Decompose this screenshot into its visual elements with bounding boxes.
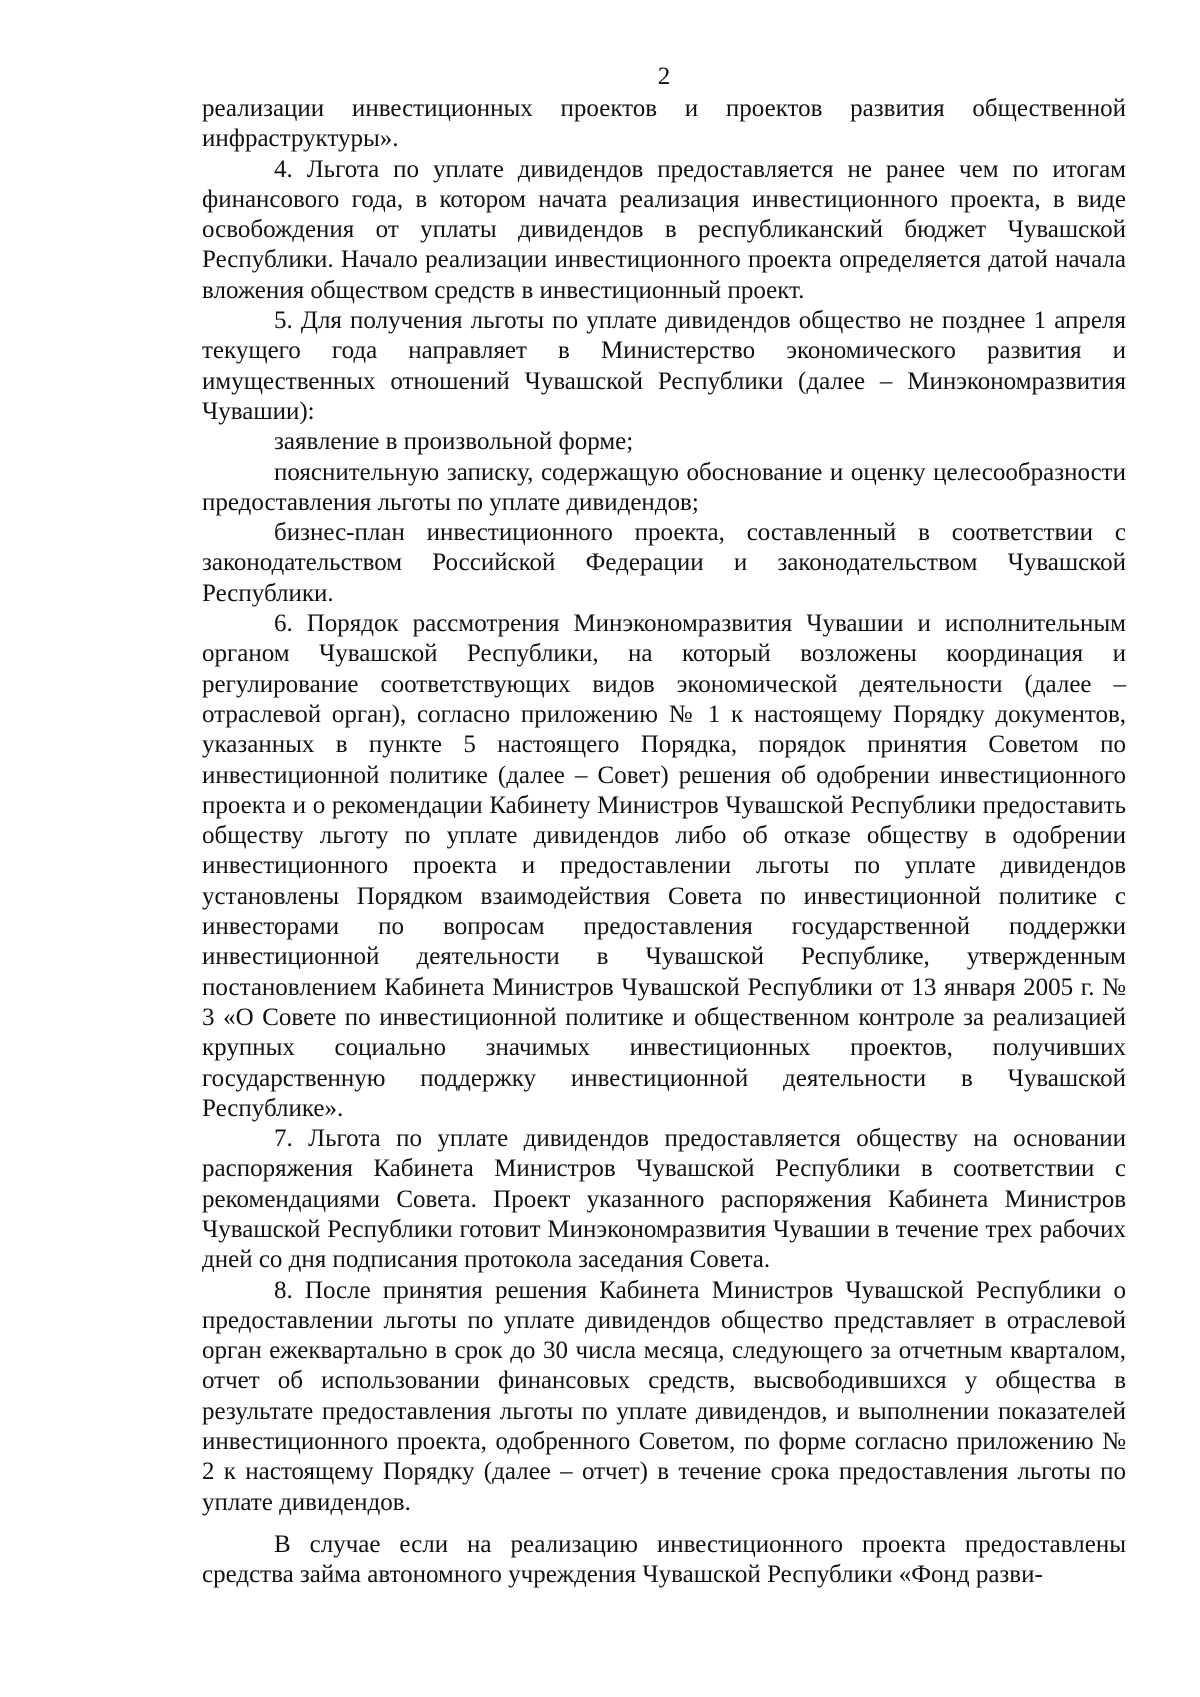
paragraph-item-6: 6. Порядок рассмотрения Минэкономразвития Чувашии и исполнительным органом Чувашской Республики, на который возложены координация и регулирование соответствующих видов экономической деятельности (далее – отраслевой орган), согласно приложению № 1 к настоящему Порядку документов, указанных в пункте 5 настоящего Порядка, порядок принятия Советом по инвестиционной политике (далее – Совет) решения об одобрении инвестиционного проекта и о рекомендации Кабинету Министров Чувашской Республики предоставить обществу льготу по уплате дивидендов либо об отказе обществу в одобрении инвестиционного проекта и предоставлении льготы по уплате дивидендов установлены Порядком взаимодействия Совета по инвестиционной политике с инвесторами по вопросам предоставления государственной поддержки инвестиционной деятельности в Чувашской Республике, утвержденным постановлением Кабинета Министров Чувашской Республики от 13 января 2005 г. № 3 «О Совете по инвестиционной политике и общественном контроле за реализацией крупных социально значимых инвестиционных проектов, получивших государственную поддержку инвестиционной деятельности в Чувашской Республике». [202, 610, 1126, 1122]
document-page [202, 62, 1126, 1591]
paragraph-item-5: 5. Для получения льготы по уплате дивидендов общество не позднее 1 апреля текущего года направляет в Министерство экономического развития и имущественных отношений Чувашской Республики (далее – Минэкономразвития Чувашии): [202, 307, 1126, 425]
paragraph-continuation: реализации инвестиционных проектов и проектов развития общественной инфраструктуры». [202, 95, 1126, 153]
paragraph-list-business-plan: бизнес-план инвестиционного проекта, составленный в соответствии с законодательством Российской Федерации и законодательством Чувашской Республики. [202, 519, 1126, 607]
paragraph-item-4: 4. Льгота по уплате дивидендов предоставляется не ранее чем по итогам финансового года, в котором начата реализация инвестиционного проекта, в виде освобождения от уплаты дивидендов в республиканский бюджет Чувашской Республики. Начало реализации инвестиционного проекта определяется датой начала вложения обществом средств в инвестиционный проект. [202, 155, 1126, 304]
page-number: 2 [657, 63, 671, 90]
paragraph-item-7: 7. Льгота по уплате дивидендов предоставляется обществу на основании распоряжения Кабинета Министров Чувашской Республики в соответствии с рекомендациями Совета. Проект указанного распоряжения Кабинета Министров Чувашской Республики готовит Минэкономразвития Чувашии в течение трех рабочих дней со дня подписания протокола заседания Совета. [202, 1125, 1126, 1274]
paragraph-item-8: 8. После принятия решения Кабинета Министров Чувашской Республики о предоставлении льготы по уплате дивидендов общество представляет в отраслевой орган ежеквартально в срок до 30 числа месяца, следующего за отчетным кварталом, отчет об использовании финансовых средств, высвободившихся у общества в результате предоставления льготы по уплате дивидендов, и выполнении показателей инвестиционного проекта, одобренного Советом, по форме согласно приложению № 2 к настоящему Порядку (далее – отчет) в течение срока предоставления льготы по уплате дивидендов. [202, 1276, 1126, 1516]
paragraph-loan-case: В случае если на реализацию инвестиционного проекта предоставлены средства займа автономного учреждения Чувашской Республики «Фонд разви- [202, 1530, 1126, 1589]
paragraph-list-explanatory-note: пояснительную записку, содержащую обоснование и оценку целесообразности предоставления льготы по уплате дивидендов; [202, 458, 1126, 516]
paragraph-list-application: заявление в произвольной форме; [274, 428, 634, 456]
